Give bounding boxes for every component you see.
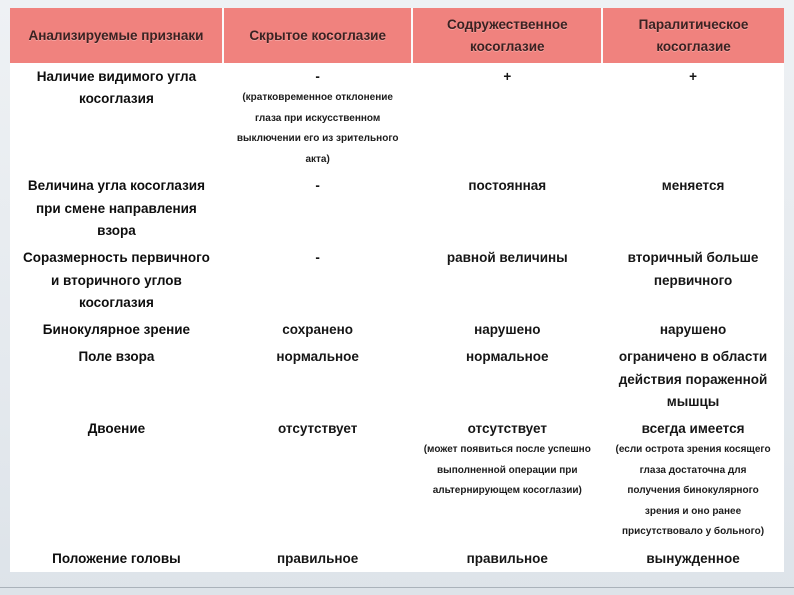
table-row	[10, 63, 784, 172]
value-text: -	[315, 69, 320, 85]
value-text: равной величины	[446, 250, 568, 266]
value-text: -	[315, 250, 320, 266]
value-cell	[602, 415, 784, 545]
value-cell	[412, 244, 602, 316]
value-text: нарушено	[474, 322, 541, 338]
value-cell	[602, 316, 784, 343]
feature-cell: Двоение	[10, 415, 223, 545]
value-cell	[602, 172, 784, 244]
column-header-paralytic: Паралитическое косоглазие	[602, 8, 784, 63]
value-cell	[412, 415, 602, 545]
value-cell	[602, 63, 784, 172]
table-row	[10, 415, 784, 545]
table-row	[10, 244, 784, 316]
value-text: постоянная	[468, 178, 547, 194]
value-cell	[412, 63, 602, 172]
table-row	[10, 316, 784, 343]
table-header-row	[10, 8, 784, 63]
feature-cell: Поле взора	[10, 343, 223, 415]
value-cell	[223, 545, 413, 572]
value-cell	[223, 343, 413, 415]
value-cell	[412, 316, 602, 343]
value-text: правильное	[277, 550, 359, 566]
value-text: вторичный больше первичного	[627, 250, 759, 288]
feature-cell: Наличие видимого угла косоглазия	[10, 63, 223, 172]
column-header-concomitant: Содружественное косоглазие	[412, 8, 602, 63]
value-cell	[412, 343, 602, 415]
feature-cell: Величина угла косоглазия при смене направления взора	[10, 172, 223, 244]
value-cell	[223, 172, 413, 244]
feature-cell: Положение головы	[10, 545, 223, 572]
value-text: всегда имеется	[641, 421, 745, 437]
value-cell	[223, 244, 413, 316]
value-text: сохранено	[282, 322, 354, 338]
table-row	[10, 172, 784, 244]
value-text: ограничено в области действия пораженной мышцы	[618, 349, 768, 409]
value-text: нормальное	[465, 349, 549, 365]
value-text: +	[689, 69, 697, 85]
feature-cell: Соразмерность первичного и вторичного углов косоглазия	[10, 244, 223, 316]
value-cell	[412, 545, 602, 572]
value-text: правильное	[466, 550, 548, 566]
table-row	[10, 545, 784, 572]
value-cell	[223, 63, 413, 172]
column-header-latent: Скрытое косоглазие	[223, 8, 413, 63]
value-cell	[223, 415, 413, 545]
value-text: меняется	[661, 178, 725, 194]
value-cell	[602, 343, 784, 415]
value-cell	[602, 545, 784, 572]
value-text: -	[315, 178, 320, 194]
value-note: (если острота зрения косящего глаза достаточна для получения бинокулярного зрения и оно ранее присутствовало у больного)	[615, 444, 771, 538]
value-cell	[602, 244, 784, 316]
value-text: нормальное	[276, 349, 359, 365]
strabismus-comparison-table	[10, 8, 784, 572]
value-text: отсутствует	[278, 421, 358, 437]
value-text: +	[503, 69, 512, 85]
slide-bottom-edge	[0, 587, 794, 588]
value-cell	[412, 172, 602, 244]
value-text: вынужденное	[646, 550, 740, 566]
value-text: нарушено	[659, 322, 727, 338]
value-cell	[223, 316, 413, 343]
value-text: отсутствует	[467, 421, 547, 437]
column-header-features: Анализируемые признаки	[10, 8, 223, 63]
value-note: (может появиться после успешно выполненной операции при альтернирующем косоглазии)	[423, 444, 591, 497]
feature-cell: Бинокулярное зрение	[10, 316, 223, 343]
table-row	[10, 343, 784, 415]
value-note: (кратковременное отклонение глаза при искусственном выключении его из зрительного акта)	[236, 92, 399, 165]
